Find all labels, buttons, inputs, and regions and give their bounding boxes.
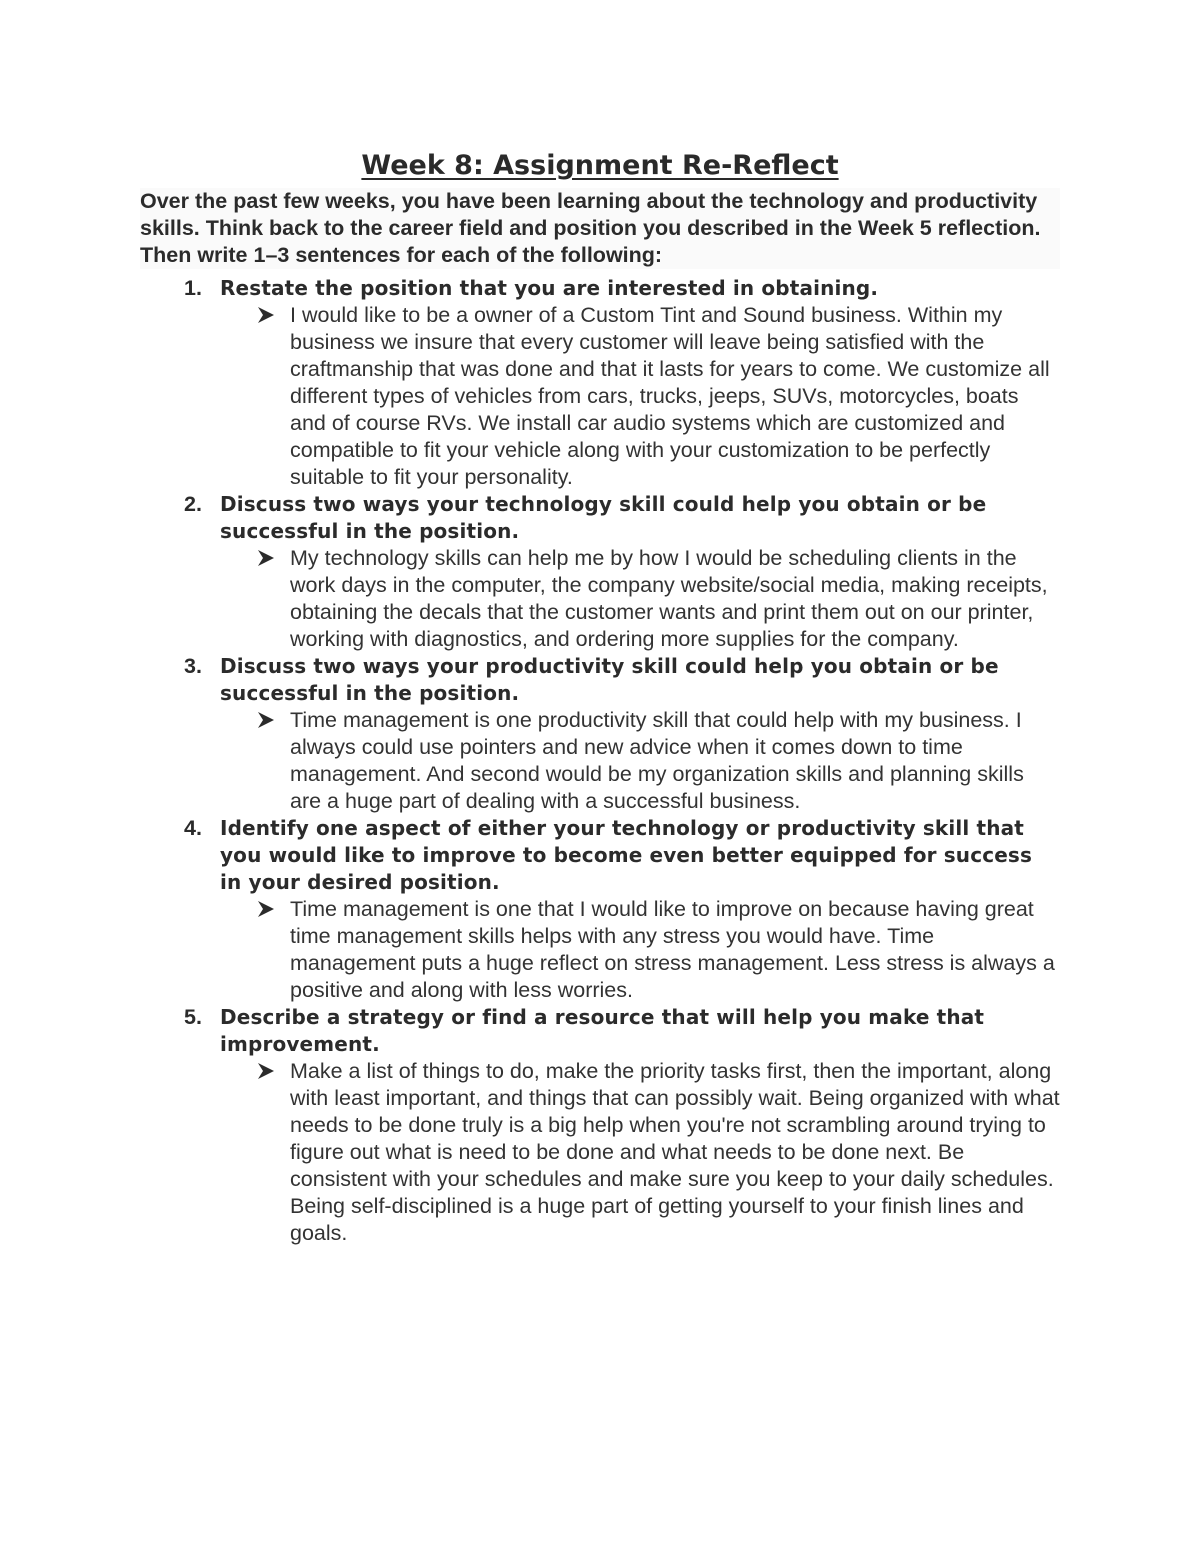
question-number: 4. (184, 816, 202, 840)
question-prompt: Identify one aspect of either your technology or productivity skill that you would like to improve to become even better equipped for success in your desired position. (220, 816, 1033, 894)
document-page (140, 148, 1060, 1247)
question-item-4 (140, 815, 1060, 1004)
arrow-bullet-icon (257, 306, 275, 324)
question-item-1 (140, 275, 1060, 491)
answer-text: My technology skills can help me by how I would be scheduling clients in the work days in the computer, the company website/social media, making receipts, obtaining the decals that the customer wants and print them out on our printer, working with diagnostics, and ordering more supplies for the company. (290, 546, 1048, 651)
question-item-2 (140, 491, 1060, 653)
intro-paragraph: Over the past few weeks, you have been learning about the technology and productivity skills. Think back to the career field and position you described in the Week 5 reflection. Then write 1–3 sentences for each of the following: (140, 188, 1060, 269)
question-prompt: Describe a strategy or find a resource that will help you make that improvement. (220, 1005, 985, 1056)
question-prompt: Restate the position that you are interested in obtaining. (220, 276, 879, 300)
page-title: Week 8: Assignment Re-Reflect (361, 150, 839, 181)
arrow-bullet-icon (257, 711, 275, 729)
question-number: 2. (184, 492, 202, 516)
question-number: 5. (184, 1005, 202, 1029)
question-item-3 (140, 653, 1060, 815)
answer-item (220, 1058, 1060, 1247)
question-number: 1. (184, 276, 202, 300)
question-number: 3. (184, 654, 202, 678)
answer-text: Time management is one productivity skill that could help with my business. I always could use pointers and new advice when it comes down to time management. And second would be my organization skills and planning skills are a huge part of dealing with a successful business. (290, 708, 1024, 813)
answer-text: I would like to be a owner of a Custom Tint and Sound business. Within my business we insure that every customer will leave being satisfied with the craftmanship that was done and that it lasts for years to come. We customize all different types of vehicles from cars, trucks, jeeps, SUVs, motorcycles, boats and of course RVs. We install car audio systems which are customized and compatible to fit your vehicle along with your customization to be perfectly suitable to fit your personality. (290, 303, 1050, 489)
arrow-bullet-icon (257, 900, 275, 918)
answer-item (220, 302, 1060, 491)
question-list (140, 275, 1060, 1247)
answer-item (220, 707, 1060, 815)
question-prompt: Discuss two ways your technology skill could help you obtain or be successful in the position. (220, 492, 987, 543)
answer-item (220, 896, 1060, 1004)
answer-text: Make a list of things to do, make the priority tasks first, then the important, along with least important, and things that can possibly wait. Being organized with what needs to be done truly is a big help when you're not scrambling around trying to figure out what is need to be done and what needs to be done next. Be consistent with your schedules and make sure you keep to your daily schedules. Being self-disciplined is a huge part of getting yourself to your finish lines and goals. (290, 1059, 1060, 1245)
answer-item (220, 545, 1060, 653)
question-item-5 (140, 1004, 1060, 1247)
arrow-bullet-icon (257, 1062, 275, 1080)
question-prompt: Discuss two ways your productivity skill could help you obtain or be successful in the position. (220, 654, 999, 705)
answer-text: Time management is one that I would like to improve on because having great time management skills helps with any stress you would have. Time management puts a huge reflect on stress management. Less stress is always a positive and along with less worries. (290, 897, 1055, 1002)
arrow-bullet-icon (257, 549, 275, 567)
